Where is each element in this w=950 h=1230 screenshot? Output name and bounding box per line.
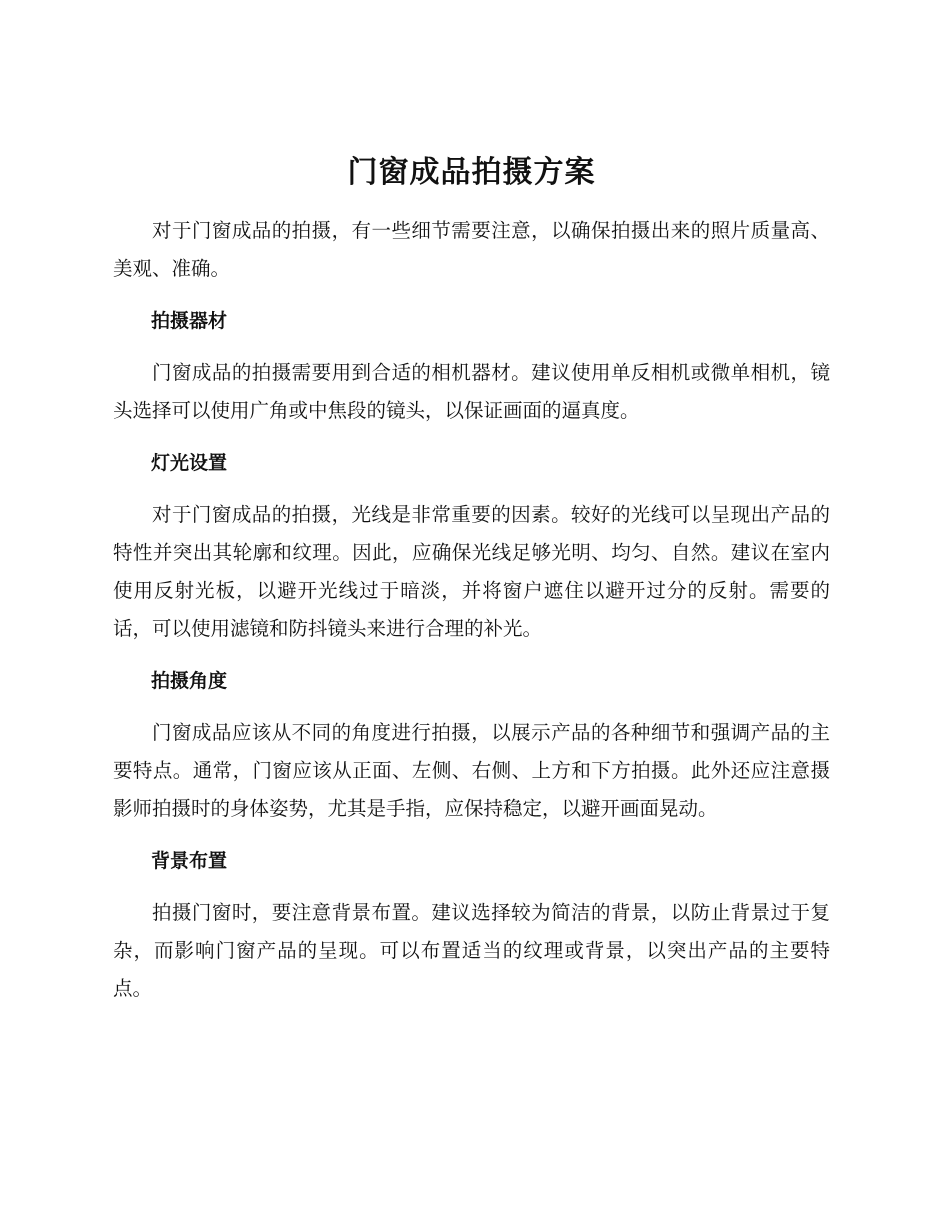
section-heading-angle: 拍摄角度 (151, 670, 228, 692)
section-body-lighting: 对于门窗成品的拍摄，光线是非常重要的因素。较好的光线可以呈现出产品的特性并突出其轮廓和纹理。因此，应确保光线足够光明、均匀、自然。建议在室内使用反射光板，以避开光线过于暗淡，并将窗户遮住以避开过分的反射。需要的话，可以使用滤镜和防抖镜头来进行合理的补光。 (113, 503, 830, 640)
intro-paragraph: 对于门窗成品的拍摄，有一些细节需要注意，以确保拍摄出来的照片质量高、美观、准确。 (113, 219, 830, 280)
document-title: 门窗成品拍摄方案 (347, 155, 596, 190)
section-body-background: 拍摄门窗时，要注意背景布置。建议选择较为简洁的背景，以防止背景过于复杂，而影响门窗产品的呈现。可以布置适当的纹理或背景，以突出产品的主要特点。 (113, 901, 830, 1000)
section-heading-background: 背景布置 (151, 850, 228, 872)
section-body-equipment: 门窗成品的拍摄需要用到合适的相机器材。建议使用单反相机或微单相机，镜头选择可以使用广角或中焦段的镜头，以保证画面的逼真度。 (113, 361, 830, 422)
section-heading-lighting: 灯光设置 (151, 452, 228, 474)
section-heading-equipment: 拍摄器材 (151, 310, 228, 332)
section-body-angle: 门窗成品应该从不同的角度进行拍摄，以展示产品的各种细节和强调产品的主要特点。通常，门窗应该从正面、左侧、右侧、上方和下方拍摄。此外还应注意摄影师拍摄时的身体姿势，尤其是手指，应保持稳定，以避开画面晃动。 (113, 721, 830, 820)
